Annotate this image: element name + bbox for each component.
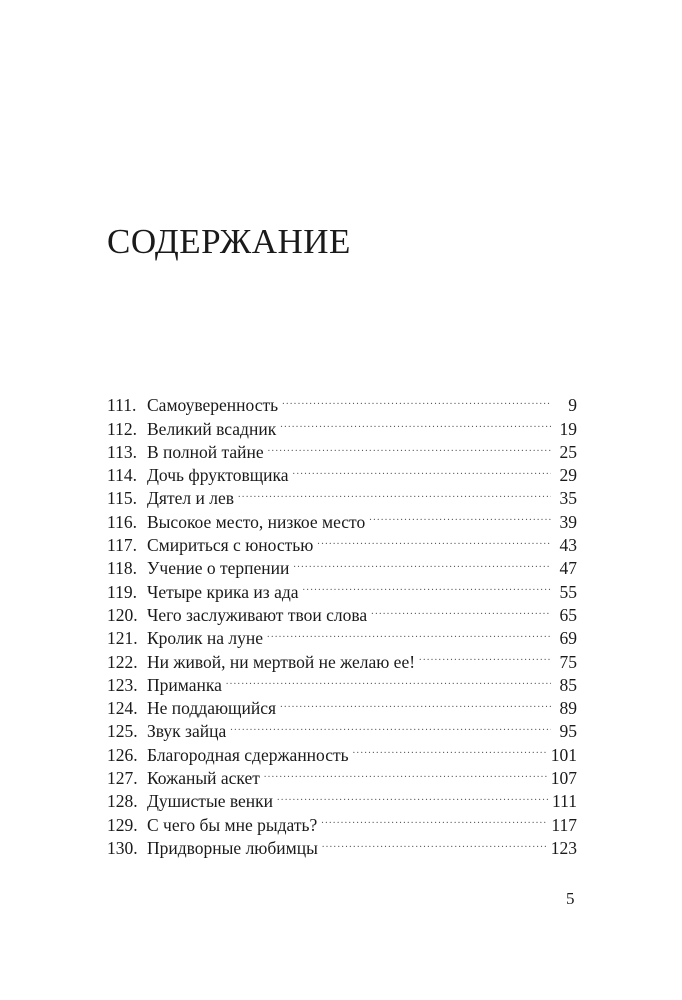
toc-entry-page: 123 <box>550 837 577 858</box>
toc-entry-page: 35 <box>559 488 577 509</box>
toc-entry-title: Смириться с юностью <box>147 535 314 556</box>
toc-entry-number: 119. <box>107 581 137 602</box>
dot-leader <box>267 621 551 644</box>
dot-leader <box>371 598 551 621</box>
toc-entry-page: 101 <box>550 744 577 765</box>
toc-entry-page: 89 <box>559 698 577 719</box>
toc-entry-title: Дятел и лев <box>147 488 235 509</box>
dot-leader <box>293 551 551 574</box>
toc-entry-page: 65 <box>559 604 577 625</box>
dot-leader <box>369 504 551 527</box>
toc-entry-title: Придворные любимцы <box>147 837 318 858</box>
toc-entry-number: 123. <box>107 674 138 695</box>
toc-entry-number: 115. <box>107 488 137 509</box>
dot-leader <box>264 761 547 784</box>
toc-entry <box>107 388 577 416</box>
toc-entry-page: 39 <box>559 511 577 532</box>
toc-entry-page: 19 <box>559 418 577 439</box>
toc-entry-title: Высокое место, низкое место <box>147 511 366 532</box>
toc-entry-page: 43 <box>559 535 577 556</box>
dot-leader <box>293 458 551 481</box>
dot-leader <box>321 807 547 830</box>
toc-entry-number: 127. <box>107 768 138 789</box>
toc-entry-title: Кролик на луне <box>147 628 264 649</box>
toc-entry-number: 121. <box>107 628 138 649</box>
page-number: 5 <box>566 889 575 908</box>
page-title: СОДЕРЖАНИЕ <box>107 222 351 261</box>
dot-leader <box>322 831 547 854</box>
toc-entry-page: 25 <box>559 441 577 462</box>
dot-leader <box>303 574 551 597</box>
toc-entry-title: Благородная сдержанность <box>147 744 349 765</box>
toc-entry-number: 112. <box>107 418 137 439</box>
toc-entry-title: В полной тайне <box>147 441 264 462</box>
toc-entry-title: Приманка <box>147 674 222 695</box>
dot-leader <box>277 784 548 807</box>
dot-leader <box>282 388 551 411</box>
dot-leader <box>280 411 551 434</box>
toc-entry-number: 116. <box>107 511 137 532</box>
toc-entry-page: 55 <box>559 581 577 602</box>
dot-leader <box>280 691 551 714</box>
dot-leader <box>230 714 551 737</box>
toc-entry-number: 130. <box>107 837 138 858</box>
toc-entry-number: 125. <box>107 721 138 742</box>
toc-entry-title: Ни живой, ни мертвой не желаю ее! <box>147 651 416 672</box>
dot-leader <box>226 668 551 691</box>
toc-entry-number: 120. <box>107 604 138 625</box>
dot-leader <box>268 435 551 458</box>
toc-entry-page: 69 <box>559 628 577 649</box>
toc-entry-number: 114. <box>107 465 137 486</box>
toc-entry-title: Звук зайца <box>147 721 227 742</box>
toc-entry-page: 75 <box>559 651 577 672</box>
toc-entry-number: 122. <box>107 651 138 672</box>
toc-entry-title: С чего бы мне рыдать? <box>147 814 318 835</box>
toc-entry-title: Не поддающийся <box>147 698 277 719</box>
toc-entry-title: Учение о терпении <box>147 558 290 579</box>
toc-entry-number: 129. <box>107 814 138 835</box>
toc-entry-title: Самоуверенность <box>147 395 279 416</box>
toc-entry-title: Кожаный аскет <box>147 768 260 789</box>
toc-entry-title: Великий всадник <box>147 418 277 439</box>
toc-entry-number: 113. <box>107 441 137 462</box>
dot-leader <box>317 528 551 551</box>
toc-entry-page: 29 <box>559 465 577 486</box>
table-of-contents <box>107 388 577 858</box>
toc-entry-page: 47 <box>559 558 577 579</box>
dot-leader <box>353 737 547 760</box>
toc-entry-number: 124. <box>107 698 138 719</box>
toc-entry-page: 107 <box>550 768 577 789</box>
toc-entry-title: Четыре крика из ада <box>147 581 299 602</box>
toc-entry-number: 117. <box>107 535 137 556</box>
toc-entry-page: 117 <box>551 814 577 835</box>
toc-entry-page: 85 <box>559 674 577 695</box>
dot-leader <box>238 481 551 504</box>
dot-leader <box>419 644 551 667</box>
toc-entry-page: 111 <box>552 791 577 812</box>
toc-entry-page: 9 <box>568 395 577 416</box>
toc-entry-number: 118. <box>107 558 137 579</box>
toc-entry-number: 111. <box>107 395 137 416</box>
toc-entry-title: Чего заслуживают твои слова <box>147 604 368 625</box>
toc-entry-title: Дочь фруктовщика <box>147 465 289 486</box>
toc-entry-number: 126. <box>107 744 138 765</box>
toc-entry-number: 128. <box>107 791 138 812</box>
toc-entry-page: 95 <box>559 721 577 742</box>
toc-entry-title: Душистые венки <box>147 791 274 812</box>
